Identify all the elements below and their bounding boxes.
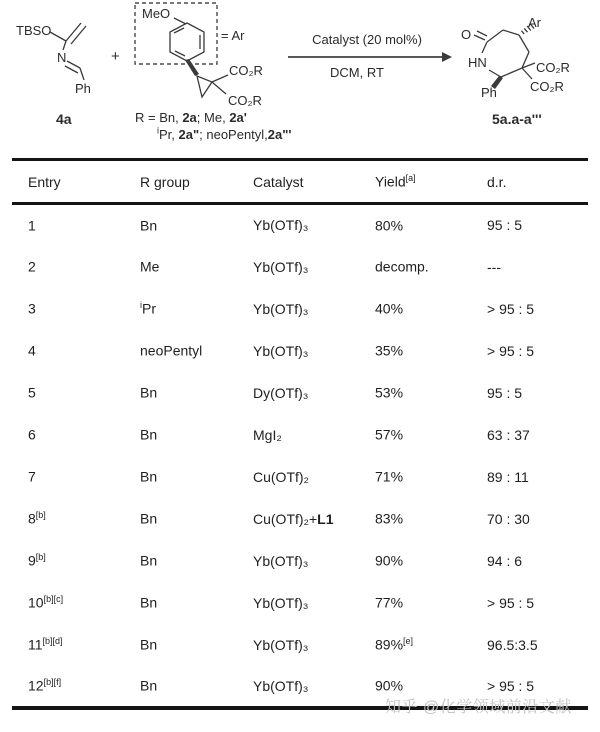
cell-catalyst <box>253 540 375 582</box>
cell-yield <box>375 246 487 288</box>
header-rgroup: R group <box>140 173 190 190</box>
catalyst-text: Yb(OTf)₃ <box>253 258 309 275</box>
dr-text: --- <box>487 258 501 275</box>
cell-dr <box>487 540 588 582</box>
cell-rgroup <box>140 582 253 624</box>
header-entry: Entry <box>28 173 61 190</box>
hn-label: HN <box>468 55 487 70</box>
cell-entry <box>12 498 140 540</box>
cell-catalyst <box>253 414 375 456</box>
arrow-conditions-top: Catalyst (20 mol%) <box>312 32 422 47</box>
table-row <box>12 204 588 246</box>
header-yield-footnote: [a] <box>405 173 416 184</box>
meo-label: MeO <box>142 6 171 21</box>
tbso-label: TBSO <box>16 23 52 38</box>
table-row <box>12 372 588 414</box>
yield-text: 71% <box>375 468 404 485</box>
cell-entry <box>12 372 140 414</box>
dr-text: 95 : 5 <box>487 384 523 401</box>
table-row <box>12 414 588 456</box>
compound-label-4a: 4a <box>56 111 72 127</box>
results-table-wrap <box>12 158 588 710</box>
cell-catalyst <box>253 624 375 666</box>
cell-catalyst <box>253 288 375 330</box>
cell-dr <box>487 204 588 246</box>
table-row <box>12 456 588 498</box>
catalyst-text: Dy(OTf)₃ <box>253 384 309 401</box>
rgroup-text: Bn <box>140 468 158 485</box>
rgroup-text: neoPentyl <box>140 342 203 359</box>
cell-catalyst <box>253 204 375 246</box>
entry-number: 10 <box>28 594 44 611</box>
cell-dr <box>487 372 588 414</box>
yield-text: 83% <box>375 510 404 527</box>
entry-number: 1 <box>28 217 36 234</box>
cell-catalyst <box>253 498 375 540</box>
cell-yield <box>375 582 487 624</box>
header-yield-text: Yield <box>375 173 406 190</box>
rgroup-text: Bn <box>140 217 158 234</box>
dr-text: 96.5:3.5 <box>487 636 538 653</box>
cell-entry <box>12 624 140 666</box>
cell-rgroup <box>140 372 253 414</box>
catalyst-ligand: L1 <box>317 510 334 527</box>
table-body <box>12 204 588 708</box>
rgroup-text: Bn <box>140 426 158 443</box>
cell-yield <box>375 624 487 666</box>
table-row <box>12 246 588 288</box>
table-row <box>12 624 588 666</box>
catalyst-text: Yb(OTf)₃ <box>253 552 309 569</box>
compound-code-2a-tris: 2a"' <box>267 127 292 142</box>
cell-dr <box>487 246 588 288</box>
imine-n-label: N <box>57 50 67 65</box>
dr-text: 70 : 30 <box>487 510 530 527</box>
arrow-conditions-bottom: DCM, RT <box>330 65 384 80</box>
catalyst-text: Yb(OTf)₃ <box>253 300 309 317</box>
cell-dr <box>487 456 588 498</box>
cell-dr <box>487 582 588 624</box>
entry-number: 9 <box>28 552 36 569</box>
dr-text: 94 : 6 <box>487 552 523 569</box>
results-table <box>12 158 588 710</box>
yield-text: 53% <box>375 384 404 401</box>
catalyst-text: Yb(OTf)₃ <box>253 342 309 359</box>
cell-entry <box>12 582 140 624</box>
scheme-drawing <box>0 0 600 160</box>
rgroup-text: Bn <box>140 594 158 611</box>
compound-label-5a: 5a.a-a''' <box>492 111 542 127</box>
table-row <box>12 498 588 540</box>
yield-text: 90% <box>375 677 404 694</box>
catalyst-text: Yb(OTf)₃ <box>253 636 309 653</box>
cell-yield <box>375 498 487 540</box>
entry-footnote: [b] <box>35 510 46 521</box>
phenyl-label-5a: Ph <box>481 85 497 100</box>
ar-label-5a: Ar <box>528 15 541 30</box>
cell-dr <box>487 414 588 456</box>
cell-rgroup <box>140 456 253 498</box>
cell-entry <box>12 204 140 246</box>
table-row <box>12 330 588 372</box>
rgroup-presup: i <box>140 300 142 311</box>
entry-number: 6 <box>28 426 36 443</box>
cell-rgroup <box>140 540 253 582</box>
r-assignments-line2 <box>157 125 292 142</box>
yield-text: 89% <box>375 636 404 653</box>
ester-bottom-label-2a: CO₂R <box>228 93 262 108</box>
rgroup-text: Bn <box>140 552 158 569</box>
cell-entry <box>12 666 140 708</box>
rgroup-text: Bn <box>140 510 158 527</box>
compound-code-2a-bis: 2a" <box>178 127 200 142</box>
rgroup-text: Me <box>140 258 160 275</box>
catalyst-text: Yb(OTf)₃ <box>253 217 309 234</box>
header-catalyst: Catalyst <box>253 173 304 190</box>
cell-entry <box>12 330 140 372</box>
ester-bottom-label-5a: CO₂R <box>530 79 564 94</box>
cell-yield <box>375 330 487 372</box>
cell-rgroup <box>140 414 253 456</box>
compound-code-2a: 2a <box>182 110 197 125</box>
cell-yield <box>375 372 487 414</box>
header-yield <box>375 160 487 204</box>
yield-text: 90% <box>375 552 404 569</box>
table-header <box>12 160 588 204</box>
cell-rgroup <box>140 498 253 540</box>
cell-rgroup <box>140 288 253 330</box>
yield-text: 77% <box>375 594 404 611</box>
entry-footnote: [b] <box>35 552 46 563</box>
cell-yield <box>375 288 487 330</box>
cell-catalyst <box>253 666 375 708</box>
dr-text: > 95 : 5 <box>487 342 535 359</box>
carbonyl-o-label: O <box>461 27 472 42</box>
cell-entry <box>12 288 140 330</box>
reaction-scheme <box>0 0 600 160</box>
text-segment: ; Me, <box>196 110 230 125</box>
rgroup-text: Bn <box>140 384 158 401</box>
dr-text: 95 : 5 <box>487 217 523 234</box>
cell-entry <box>12 246 140 288</box>
dr-text: > 95 : 5 <box>487 594 535 611</box>
text-segment: ; neoPentyl, <box>199 127 268 142</box>
entry-number: 8 <box>28 510 36 527</box>
entry-number: 3 <box>28 300 36 317</box>
yield-text: 57% <box>375 426 404 443</box>
cell-catalyst <box>253 246 375 288</box>
cell-rgroup <box>140 246 253 288</box>
catalyst-text: Yb(OTf)₃ <box>253 594 309 611</box>
table-row <box>12 540 588 582</box>
header-dr: d.r. <box>487 173 507 190</box>
ester-top-label-2a: CO₂R <box>229 63 263 78</box>
cell-dr <box>487 498 588 540</box>
cell-entry <box>12 540 140 582</box>
equals-ar-label: = Ar <box>221 28 245 43</box>
phenyl-label-4a: Ph <box>75 81 91 96</box>
ester-top-label-5a: CO₂R <box>536 60 570 75</box>
cell-entry <box>12 414 140 456</box>
text-segment: R = Bn, <box>135 110 183 125</box>
entry-number: 7 <box>28 468 36 485</box>
table-row <box>12 288 588 330</box>
cell-dr <box>487 330 588 372</box>
isopropyl-superscript: i <box>157 125 159 136</box>
rgroup-text: Bn <box>140 677 158 694</box>
dr-text: 89 : 11 <box>487 468 529 485</box>
yield-text: 80% <box>375 217 404 234</box>
cell-dr <box>487 288 588 330</box>
entry-number: 5 <box>28 384 36 401</box>
catalyst-text: Cu(OTf)₂+ <box>253 510 318 527</box>
entry-footnote: [b][d] <box>42 636 63 647</box>
entry-footnote: [b][c] <box>43 594 64 605</box>
cell-yield <box>375 456 487 498</box>
rgroup-text: Bn <box>140 636 158 653</box>
header-row <box>12 160 588 204</box>
watermark: 知乎 @化学领域前沿文献 <box>385 699 572 716</box>
dr-text: 63 : 37 <box>487 426 530 443</box>
cell-rgroup <box>140 330 253 372</box>
cell-rgroup <box>140 204 253 246</box>
cell-dr <box>487 624 588 666</box>
entry-number: 11 <box>28 636 43 653</box>
yield-text: 40% <box>375 300 404 317</box>
cell-catalyst <box>253 372 375 414</box>
entry-number: 4 <box>28 342 36 359</box>
catalyst-text: MgI₂ <box>253 426 282 443</box>
entry-number: 12 <box>28 677 44 694</box>
cell-catalyst <box>253 330 375 372</box>
yield-text: decomp. <box>375 258 429 275</box>
dr-text: > 95 : 5 <box>487 300 535 317</box>
rgroup-text: Pr <box>142 300 156 317</box>
cell-entry <box>12 456 140 498</box>
dr-text: > 95 : 5 <box>487 677 535 694</box>
entry-number: 2 <box>28 258 36 275</box>
entry-footnote: [b][f] <box>43 677 62 688</box>
cell-rgroup <box>140 666 253 708</box>
cell-rgroup <box>140 624 253 666</box>
cell-catalyst <box>253 582 375 624</box>
cell-catalyst <box>253 456 375 498</box>
yield-footnote: [e] <box>403 636 414 647</box>
compound-code-2a-prime: 2a' <box>229 110 247 125</box>
catalyst-text: Cu(OTf)₂ <box>253 468 309 485</box>
catalyst-text: Yb(OTf)₃ <box>253 677 309 694</box>
r-assignments-line1 <box>135 111 247 124</box>
table-row <box>12 582 588 624</box>
cell-yield <box>375 414 487 456</box>
cell-yield <box>375 540 487 582</box>
cell-yield <box>375 204 487 246</box>
plus-sign: + <box>111 48 120 65</box>
text-segment: Pr, <box>159 127 179 142</box>
yield-text: 35% <box>375 342 404 359</box>
